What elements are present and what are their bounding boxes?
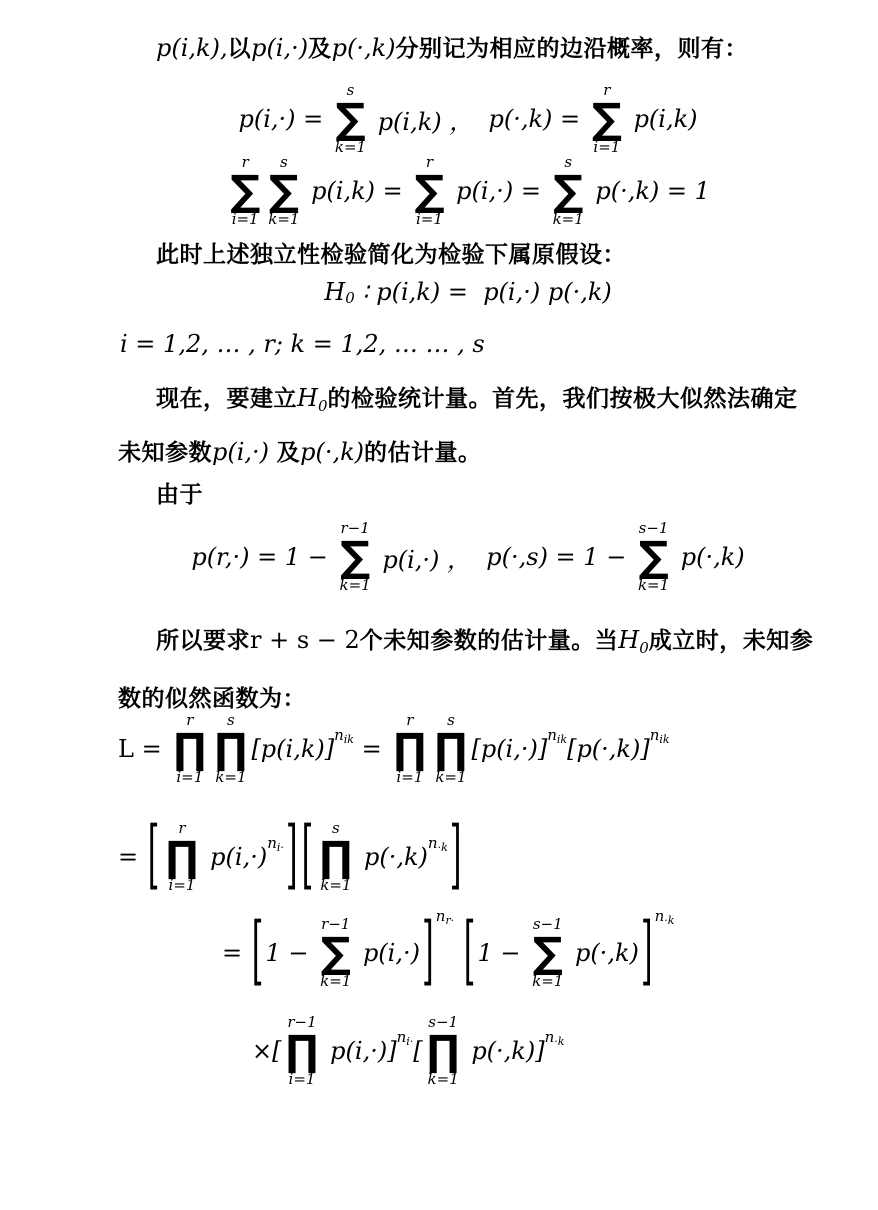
math-text: p(·,k) bbox=[673, 543, 745, 572]
cjk-text: 由于 bbox=[156, 481, 203, 507]
math-text: [ bbox=[413, 1037, 423, 1066]
formula-likelihood-line4 bbox=[252, 1014, 564, 1088]
sum-operator: s−1 ∑ k=1 bbox=[532, 915, 564, 991]
cjk-text: 个未知参数的估计量。当 bbox=[359, 627, 619, 653]
formula-likelihood-line2 bbox=[118, 812, 463, 900]
cjk-text: 所以要求 bbox=[156, 627, 250, 653]
cjk-text: 的估计量。 bbox=[364, 439, 482, 465]
cjk-text: 以 bbox=[227, 35, 252, 61]
cjk-text: 数的似然函数为： bbox=[118, 685, 306, 711]
sum-operator: r ∑ i=1 bbox=[414, 153, 445, 229]
math-text: p(·,k) bbox=[567, 939, 639, 968]
math-text: i = 1,2, … , r; k = 1,2, … … , s bbox=[120, 330, 485, 358]
tall-bracket: [ bbox=[251, 908, 264, 996]
formula-likelihood-line3 bbox=[222, 907, 675, 996]
product-operator: s ∏ k=1 bbox=[434, 711, 468, 787]
cjk-text: 的检验统计量。首先，我们按极大似然法确定 bbox=[327, 385, 798, 411]
paragraph-params-line1 bbox=[156, 622, 813, 655]
math-text: p(i,·) bbox=[202, 843, 268, 872]
superscript: $n_{\cdot k}$ bbox=[544, 1028, 565, 1049]
product-operator: r ∏ i=1 bbox=[393, 711, 427, 787]
math-text: ×[ bbox=[252, 1037, 282, 1066]
product-operator: r−1 ∏ i=1 bbox=[285, 1013, 319, 1089]
math-text: = bbox=[118, 843, 146, 872]
math-text: H bbox=[324, 278, 346, 306]
sum-operator: s ∑ k=1 bbox=[334, 81, 367, 157]
math-text: p(i,k) ， bbox=[370, 107, 489, 136]
math-text: H bbox=[618, 626, 640, 654]
math-text: 1 − bbox=[265, 939, 317, 968]
math-text: [p(·,k)] bbox=[567, 735, 650, 764]
tall-bracket: ] bbox=[421, 908, 434, 996]
paragraph-intro bbox=[156, 30, 748, 63]
superscript: $n_{i\cdot}$ bbox=[267, 834, 284, 855]
math-text: p(·,s) = 1 − bbox=[486, 543, 634, 572]
sum-operator: s−1 ∑ k=1 bbox=[637, 519, 670, 595]
subscript: 0 bbox=[345, 289, 355, 307]
math-text: r + s − 2 bbox=[250, 626, 360, 654]
formula-total-probability bbox=[118, 154, 818, 228]
math-text: p(r,·) = 1 − bbox=[191, 543, 336, 572]
math-text: p(i,·) bbox=[355, 939, 420, 968]
math-text: p(·,k) = 1 bbox=[587, 177, 710, 206]
paragraph-mle-line2 bbox=[118, 434, 482, 467]
math-text: p(i,·) = bbox=[448, 177, 549, 206]
tall-bracket: ] bbox=[640, 908, 653, 996]
sum-operator: r−1 ∑ k=1 bbox=[320, 915, 352, 991]
formula-constraint bbox=[118, 520, 818, 594]
paragraph-mle-line1 bbox=[156, 380, 797, 413]
tall-bracket: [ bbox=[147, 812, 160, 900]
math-text: ∶ p(i,k) = p(i,·) p(·,k) bbox=[354, 278, 612, 306]
sum-operator: s ∑ k=1 bbox=[552, 153, 584, 229]
math-text: p(i,·) bbox=[212, 438, 277, 466]
formula-marginal-probability bbox=[118, 82, 818, 156]
cjk-text: 分别记为相应的边沿概率，则有： bbox=[395, 35, 748, 61]
paragraph-since bbox=[156, 476, 203, 509]
superscript: $n_{ik}$ bbox=[334, 726, 354, 747]
tall-bracket: ] bbox=[285, 812, 298, 900]
sum-operator: r ∑ i=1 bbox=[230, 153, 261, 229]
math-text: = bbox=[222, 939, 250, 968]
product-operator: r ∏ i=1 bbox=[165, 819, 199, 895]
math-text: p(i,k) = bbox=[303, 177, 411, 206]
math-text: p(i,k) bbox=[625, 105, 698, 134]
sum-operator: r−1 ∑ k=1 bbox=[339, 519, 371, 595]
math-text: = bbox=[353, 735, 390, 764]
math-text: [p(i,·)] bbox=[471, 735, 548, 764]
tall-bracket: ] bbox=[449, 812, 462, 900]
subscript: 0 bbox=[317, 397, 328, 415]
cjk-text: 成立时，未知参 bbox=[648, 627, 814, 653]
product-operator: s ∏ k=1 bbox=[319, 819, 353, 895]
math-text: p(i,·) = bbox=[238, 105, 331, 134]
superscript: $n_{ik}$ bbox=[649, 726, 670, 747]
sum-operator: r ∑ i=1 bbox=[591, 81, 622, 157]
cjk-text: 此时上述独立性检验简化为检验下属原假设： bbox=[156, 241, 626, 267]
cjk-text: 未知参数 bbox=[118, 439, 212, 465]
math-text: p(i,·) bbox=[251, 34, 309, 62]
superscript: $n_{r\cdot}$ bbox=[435, 907, 455, 928]
superscript: $n_{i\cdot}$ bbox=[396, 1028, 414, 1049]
product-operator: s ∏ k=1 bbox=[214, 711, 248, 787]
math-text: p(i,·)] bbox=[322, 1037, 397, 1066]
sum-operator: s ∑ k=1 bbox=[268, 153, 300, 229]
cjk-text: 及 bbox=[276, 439, 301, 465]
math-text: H bbox=[297, 384, 318, 412]
superscript: $n_{\cdot k}$ bbox=[427, 834, 448, 855]
math-text: p(·,k) bbox=[300, 438, 365, 466]
math-text bbox=[454, 939, 462, 967]
formula-null-hypothesis bbox=[118, 278, 818, 306]
paragraph-params-line2 bbox=[118, 680, 306, 713]
math-text: [p(i,k)] bbox=[251, 735, 335, 764]
math-text: p(i,·) ， bbox=[374, 545, 487, 574]
formula-likelihood-line1 bbox=[118, 712, 670, 786]
math-text: 1 − bbox=[477, 939, 529, 968]
tall-bracket: [ bbox=[301, 812, 314, 900]
superscript: $n_{\cdot k}$ bbox=[654, 907, 675, 928]
paragraph-hypothesis-intro bbox=[156, 236, 626, 269]
cjk-text: 及 bbox=[308, 35, 332, 61]
math-text: p(·,k) bbox=[356, 843, 428, 872]
math-text: p(·,k)] bbox=[463, 1037, 545, 1066]
math-text: p(i,k), bbox=[156, 34, 228, 62]
product-operator: r ∏ i=1 bbox=[173, 711, 207, 787]
product-operator: s−1 ∏ k=1 bbox=[426, 1013, 460, 1089]
tall-bracket: [ bbox=[463, 908, 476, 996]
math-text: p(·,k) = bbox=[488, 105, 588, 134]
superscript: $n_{ik}$ bbox=[547, 726, 568, 747]
math-text: p(·,k) bbox=[331, 34, 396, 62]
subscript: 0 bbox=[639, 639, 649, 657]
math-text: L = bbox=[118, 735, 170, 764]
cjk-text: 现在，要建立 bbox=[156, 385, 297, 411]
formula-index-range bbox=[120, 330, 485, 358]
